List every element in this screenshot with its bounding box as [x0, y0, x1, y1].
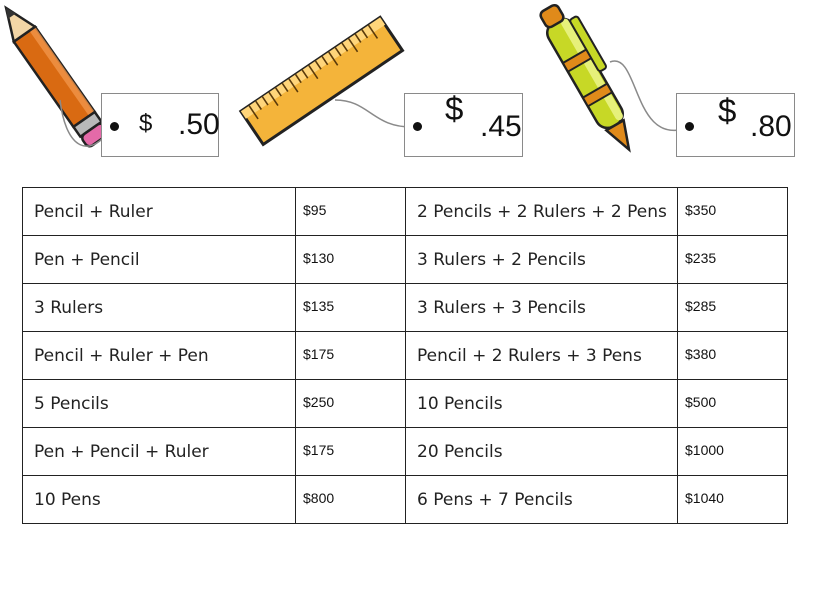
right-combination: 10 Pencils [406, 380, 678, 428]
table-row [23, 428, 788, 476]
right-combination: Pencil + 2 Rulers + 3 Pens [406, 332, 678, 380]
ruler-price: .45 [480, 110, 522, 143]
pencil-price-tag [101, 93, 219, 157]
table-row [23, 236, 788, 284]
tag-hole-dot [110, 122, 119, 131]
right-combination: 6 Pens + 7 Pencils [406, 476, 678, 524]
ruler-connector [335, 100, 414, 127]
currency-symbol: $ [139, 110, 153, 137]
left-price: $250 [296, 380, 406, 428]
left-combination: Pen + Pencil + Ruler [23, 428, 296, 476]
right-price: $500 [678, 380, 788, 428]
table-row [23, 380, 788, 428]
table-row [23, 476, 788, 524]
table-row [23, 332, 788, 380]
left-price: $130 [296, 236, 406, 284]
currency-symbol: $ [445, 90, 464, 127]
pen-price: .80 [750, 110, 792, 143]
left-price: $135 [296, 284, 406, 332]
right-price: $1000 [678, 428, 788, 476]
pencil-price: .50 [178, 108, 220, 141]
pen-price-tag [676, 93, 795, 157]
currency-symbol: $ [718, 92, 737, 129]
right-price: $350 [678, 188, 788, 236]
tag-hole-dot [413, 122, 422, 131]
left-combination: Pen + Pencil [23, 236, 296, 284]
right-combination: 2 Pencils + 2 Rulers + 2 Pens [406, 188, 678, 236]
ruler-price-tag [404, 90, 523, 157]
ruler-icon [241, 17, 403, 144]
left-combination: 3 Rulers [23, 284, 296, 332]
right-combination: 20 Pencils [406, 428, 678, 476]
right-combination: 3 Rulers + 3 Pencils [406, 284, 678, 332]
right-price: $285 [678, 284, 788, 332]
tag-hole-dot [685, 122, 694, 131]
left-price: $95 [296, 188, 406, 236]
left-combination: 10 Pens [23, 476, 296, 524]
left-price: $800 [296, 476, 406, 524]
left-combination: Pencil + Ruler + Pen [23, 332, 296, 380]
combination-price-table [22, 187, 788, 524]
table-row [23, 284, 788, 332]
right-combination: 3 Rulers + 2 Pencils [406, 236, 678, 284]
left-combination: 5 Pencils [23, 380, 296, 428]
right-price: $380 [678, 332, 788, 380]
table-row [23, 188, 788, 236]
right-price: $1040 [678, 476, 788, 524]
pencil-icon [0, 1, 110, 149]
left-price: $175 [296, 332, 406, 380]
left-price: $175 [296, 428, 406, 476]
left-combination: Pencil + Ruler [23, 188, 296, 236]
right-price: $235 [678, 236, 788, 284]
